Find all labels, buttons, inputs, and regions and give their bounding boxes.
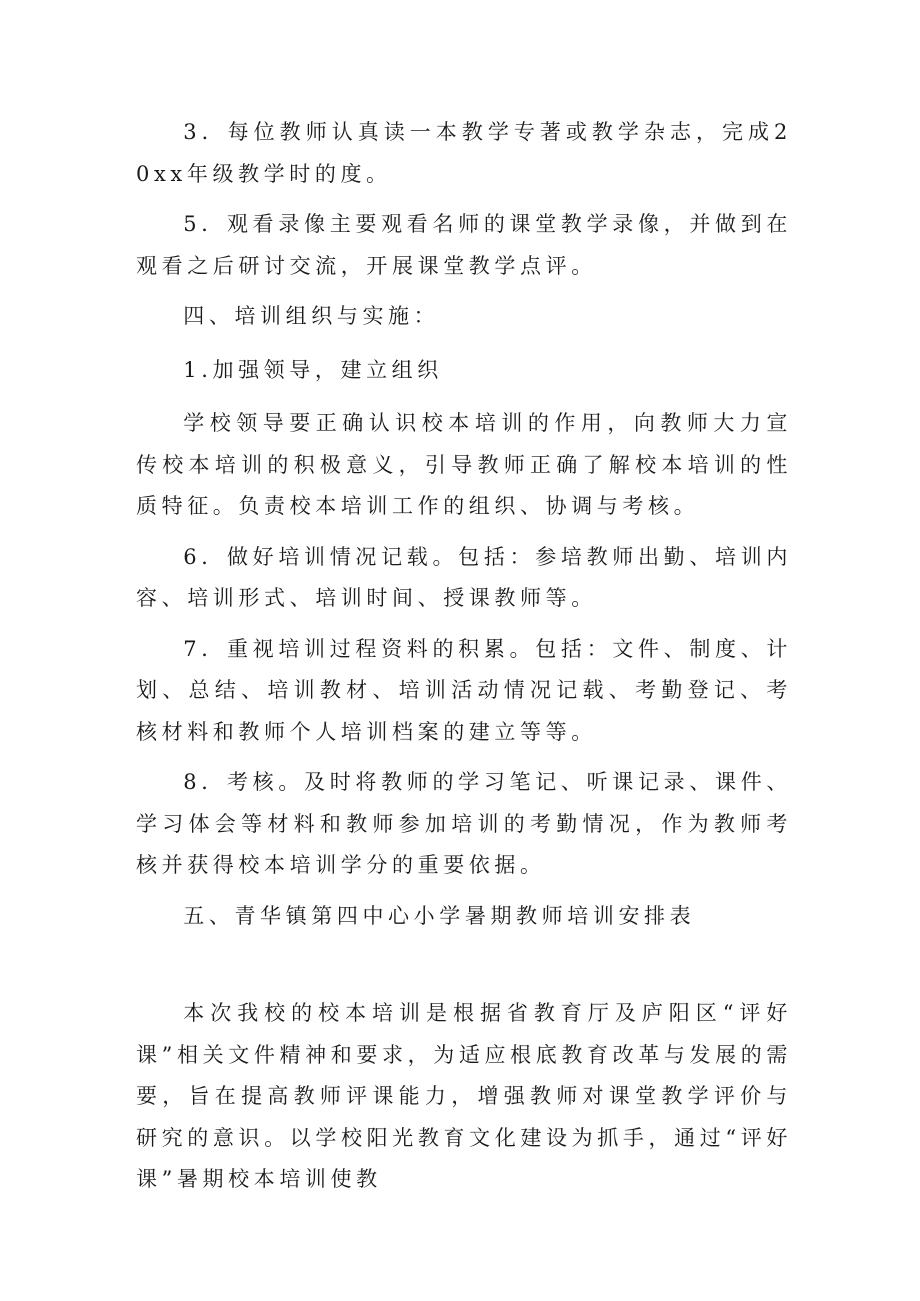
subheading-1: 1.加强领导，建立组织 bbox=[183, 357, 443, 382]
paragraph-item-3: 3．每位教师认真读一本教学专著或教学杂志，完成20xx年级教学时的度。 bbox=[136, 120, 792, 186]
paragraph-leadership: 学校领导要正确认识校本培训的作用，向教师大力宣传校本培训的积极意义，引导教师正确了解校本培训的性质特征。负责校本培训工作的组织、协调与考核。 bbox=[136, 411, 792, 518]
section-heading-4: 四、培训组织与实施： bbox=[183, 304, 440, 328]
paragraph-item-8: 8．考核。及时将教师的学习笔记、听课记录、课件、学习体会等材料和教师参加培训的考勤情况，作为教师考核并获得校本培训学分的重要依据。 bbox=[136, 770, 792, 877]
paragraph-item-5: 5．观看录像主要观看名师的课堂教学录像，并做到在观看之后研讨交流，开展课堂教学点评。 bbox=[136, 212, 792, 278]
section-heading-5: 五、青华镇第四中心小学暑期教师培训安排表 bbox=[183, 903, 696, 928]
paragraph-item-6: 6．做好培训情况记载。包括：参培教师出勤、培训内容、培训形式、培训时间、授课教师等。 bbox=[136, 544, 792, 610]
paragraph-intro: 本次我校的校本培训是根据省教育厅及庐阳区“评好课”相关文件精神和要求，为适应根底教育改革与发展的需要，旨在提高教师评课能力，增强教师对课堂教学评价与研究的意识。以学校阳光教育文化建设为抓手，通过“评好课”暑期校本培训使教 bbox=[136, 1001, 792, 1191]
paragraph-item-7: 7．重视培训过程资料的积累。包括：文件、制度、计划、总结、培训教材、培训活动情况记载、考勤登记、考核材料和教师个人培训档案的建立等等。 bbox=[136, 636, 792, 744]
document-page bbox=[136, 112, 792, 1210]
